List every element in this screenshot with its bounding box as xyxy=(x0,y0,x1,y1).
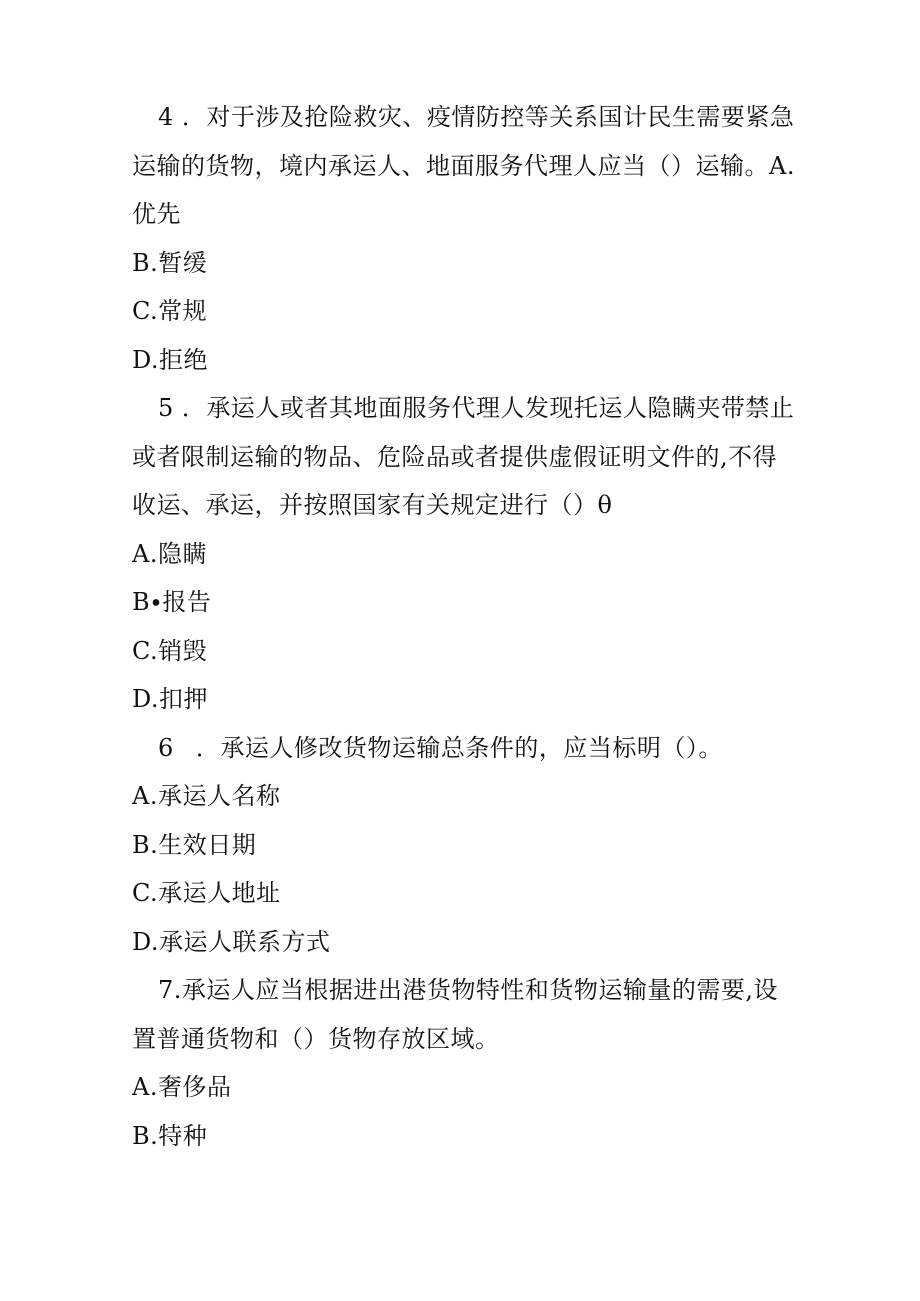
question-7-text-1: .承运人应当根据进出港货物特性和货物运输量的需要,设 xyxy=(173,976,779,1004)
question-6-option-d: D.承运人联系方式 xyxy=(132,928,331,956)
question-7-line-1 xyxy=(158,975,778,1005)
question-7-option-a: A.奢侈品 xyxy=(132,1073,232,1101)
question-4-line-2: 运输的货物，境内承运人、地面服务代理人应当（）运输。A. xyxy=(132,152,795,180)
question-4-line-1 xyxy=(158,102,794,132)
question-7-option-b: B.特种 xyxy=(132,1122,208,1150)
question-6-text-1: ．承运人修改货物运输总条件的，应当标明（）。 xyxy=(195,734,723,762)
question-7-line-2: 置普通货物和（）货物存放区域。 xyxy=(132,1025,500,1053)
question-5-line-3: 收运、承运，并按照国家有关规定进行（）θ xyxy=(132,491,613,519)
question-5-line-2: 或者限制运输的物品、危险品或者提供虚假证明文件的,不得 xyxy=(132,443,778,471)
question-6-line-1 xyxy=(158,733,723,763)
question-5-line-1 xyxy=(158,393,794,423)
question-6-number: 6 xyxy=(158,734,174,762)
question-4-option-b: B.暂缓 xyxy=(132,249,208,277)
question-6-option-c: C.承运人地址 xyxy=(132,879,281,907)
question-4-option-d: D.拒绝 xyxy=(132,346,209,374)
question-4-number: 4 xyxy=(158,103,174,131)
question-5-option-b: B∙报告 xyxy=(132,588,212,616)
question-4-text-1: ．对于涉及抢险救灾、疫情防控等关系国计民生需要紧急 xyxy=(181,103,795,131)
question-5-text-1: ．承运人或者其地面服务代理人发现托运人隐瞒夹带禁止 xyxy=(181,394,795,422)
question-5-number: 5 xyxy=(158,394,174,422)
question-5-option-c: C.销毁 xyxy=(132,637,208,665)
question-5-option-d: D.扣押 xyxy=(132,685,209,713)
question-6-option-a: A.承运人名称 xyxy=(132,782,281,810)
question-6-option-b: B.生效日期 xyxy=(132,831,257,859)
question-4-option-c: C.常规 xyxy=(132,297,208,325)
question-5-option-a: A.隐瞒 xyxy=(132,540,207,568)
question-4-line-3: 优先 xyxy=(132,200,181,228)
question-7-number: 7 xyxy=(158,976,174,1004)
